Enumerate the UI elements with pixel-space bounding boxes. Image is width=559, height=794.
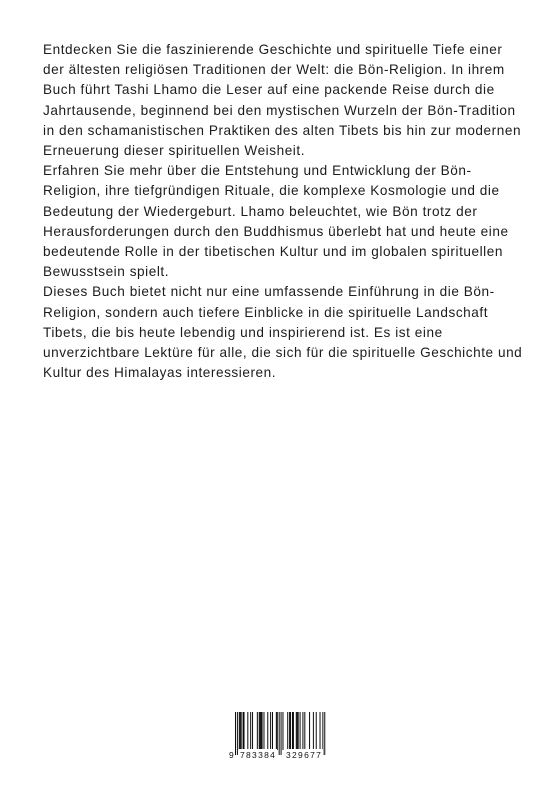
barcode-bar [300,712,301,750]
barcode-bar [296,712,297,750]
barcode-bar [304,712,305,750]
barcode-bar [241,712,242,750]
barcode-bar [257,712,258,750]
barcode-bar [297,712,298,750]
isbn-digit-prefix: 9 [229,750,234,760]
barcode-bar [270,712,271,750]
barcode-bar [250,712,251,750]
isbn-barcode [228,712,332,762]
barcode-bar [239,712,240,750]
barcode-bar [277,712,278,750]
barcode-bar [313,712,314,750]
barcode-bar [262,712,263,750]
barcode-bar [261,712,262,750]
barcode-bar [276,712,277,750]
barcode-bar [240,712,241,750]
barcode-bar [264,712,265,750]
barcode-bar [267,712,268,750]
barcode-bar [302,712,303,750]
barcode-bar [243,712,244,750]
blurb-paragraph-3: Dieses Buch bietet nicht nur eine umfassende Einführung in die Bön-Religion, sondern auch tiefere Einblicke in die spirituelle Landschaft Tibets, die bis heute lebendig und inspirierend ist. Es ist eine unverzichtbare Lektüre für alle, die sich für die spirituelle Geschichte und Kultur des Himalayas interessieren. [43,284,523,381]
isbn-digits-right: 329677 [286,750,323,760]
barcode-bar [292,712,293,750]
barcode-bar [298,712,299,750]
barcode-bar [293,712,294,750]
barcode-bar [309,712,310,750]
barcode-bar [252,712,253,750]
barcode-bar [259,712,260,750]
barcode-bar [247,712,248,750]
isbn-number [228,749,332,761]
blurb-text [43,40,523,383]
isbn-digits-left: 783384 [240,750,277,760]
barcode-bar [320,712,321,750]
barcode-bar [272,712,273,750]
barcode-bar [283,712,284,750]
barcode-bar [287,712,288,750]
barcode-bar [290,712,291,750]
blurb-paragraph-2: Erfahren Sie mehr über die Entstehung und Entwicklung der Bön-Religion, ihre tiefgründigen Rituale, die komplexe Kosmologie und die Bedeutung der Wiedergeburt. Lhamo beleuchtet, wie Bön trotz der Herausforderungen durch den Buddhismus überlebt hat und heute eine bedeutende Rolle in der tibetischen Kultur und im globalen spirituellen Bewusstsein spielt. [43,163,509,280]
barcode-bar [260,712,261,750]
blurb-paragraph-1: Entdecken Sie die faszinierende Geschichte und spirituelle Tiefe einer der ältesten religiösen Traditionen der Welt: die Bön-Religion. In ihrem Buch führt Tashi Lhamo die Leser auf eine packende Reise durch die Jahrtausende, beginnend bei den mystischen Wurzeln der Bön-Tradition in den schamanistischen Praktiken des alten Tibets bis hin zur modernen Erneuerung dieser spirituellen Weisheit. [43,42,522,159]
barcode-bar [244,712,245,750]
barcode-bar [289,712,290,750]
barcode-bar [316,712,317,750]
